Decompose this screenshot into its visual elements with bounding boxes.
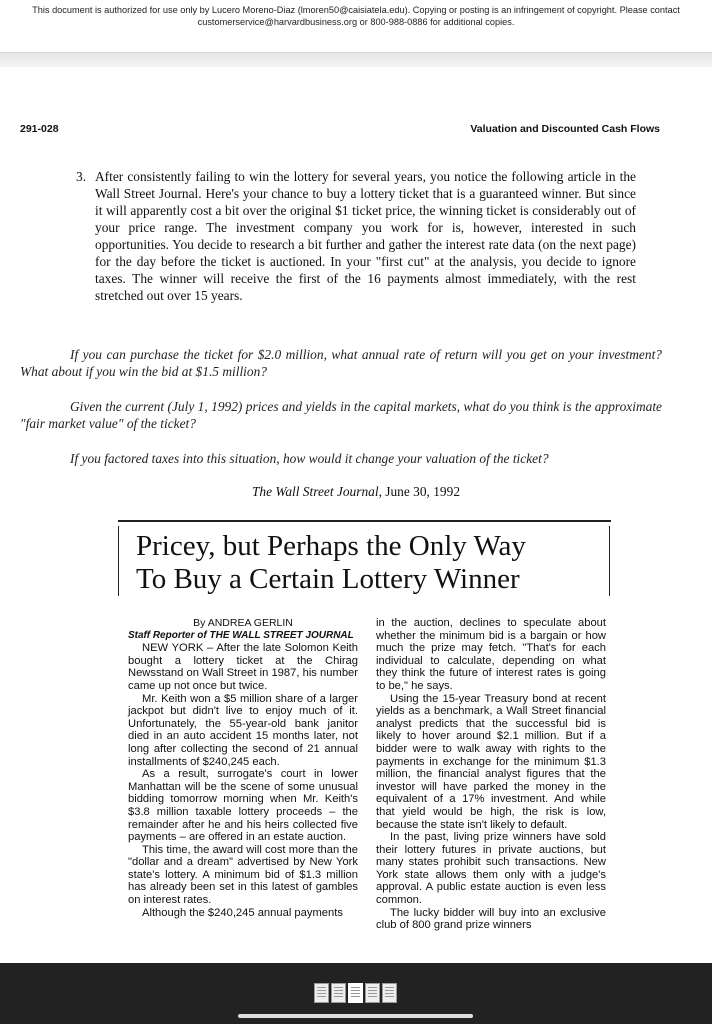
publication-name: The Wall Street Journal bbox=[251, 484, 379, 499]
page-thumbnail[interactable] bbox=[314, 983, 329, 1003]
paragraph: Using the 15-year Treasury bond at recent yields as a benchmark, a Wall Street financial analyst predicts that the successful bid is likely to hover around $2.1 million. But if a bidder were to walk away with rights to the payments in exchange for the minimum $1.3 million, the financial analyst figures that the investor will have parked the money in the equivalent of a 17% investment. And while that yield would be high, the risk is low, because the state isn't likely to default. bbox=[376, 692, 606, 831]
paragraph: Mr. Keith won a $5 million share of a larger jackpot but didn't live to enjoy much of it. Unfortunately, the 55-year-old bank janitor died in an auto accident 15 months later, not long after collecting the second of 21 annual installments of $240,245 each. bbox=[128, 692, 358, 768]
question-taxes: If you factored taxes into this situation, how would it change your valuation of the ticket? bbox=[70, 451, 549, 466]
paragraph: As a result, surrogate's court in lower Manhattan will be the scene of some unusual bidding tomorrow morning when Mr. Keith's $3.8 million taxable lottery proceeds – the remainder after he and his heirs collected five payments – are offered in an estate auction. bbox=[128, 768, 358, 844]
source-citation bbox=[0, 484, 712, 500]
publication-date: , June 30, 1992 bbox=[378, 484, 461, 499]
article-column-1 bbox=[128, 617, 358, 919]
question-3 bbox=[76, 168, 636, 304]
copyright-notice-line-1: This document is authorized for use only by Lucero Moreno-Diaz (lmoren50@caisiatela.edu). Copying or posting is an infringement of copyright. Please contact bbox=[32, 5, 680, 15]
paragraph: in the auction, declines to speculate about whether the minimum bid is a bargain or how much the prize may fetch. "That's for each individual to calculate, depending on what they think the future of interest rates is going to be," he says. bbox=[376, 617, 606, 692]
headline-line-2: To Buy a Certain Lottery Winner bbox=[136, 563, 520, 595]
section-title: Valuation and Discounted Cash Flows bbox=[470, 123, 660, 135]
viewer-toolbar bbox=[0, 52, 712, 67]
question-rate-of-return: If you can purchase the ticket for $2.0 million, what annual rate of return will you get on your investment? What about if you win the bid at $1.5 million? bbox=[20, 347, 662, 379]
paragraph: The lucky bidder will buy into an exclusive club of 800 grand prize winners bbox=[376, 906, 606, 932]
question-3-text: After consistently failing to win the lottery for several years, you notice the following article in the Wall Street Journal. Here's your chance to buy a lottery ticket that is a guaranteed winner. But since it will apparently cost a bit over the original $1 ticket price, the winning ticket is considerably out of your price range. The investment company you work for is, however, interested in such opportunities. You decide to research a bit further and gather the interest rate data (on the next page) for the day before the ticket is auctioned. In your "first cut" at the analysis, you decide to ignore taxes. The winner will receive the first of the 16 payments almost immediately, with the rest stretched out over 15 years. bbox=[95, 169, 636, 303]
page-thumbnail[interactable] bbox=[365, 983, 380, 1003]
article-column-2 bbox=[376, 617, 606, 932]
staff-line: Staff Reporter of THE WALL STREET JOURNAL bbox=[128, 629, 354, 641]
page-thumbnail-current[interactable] bbox=[348, 983, 363, 1003]
paragraph: NEW YORK – After the late Solomon Keith bought a lottery ticket at the Chirag Newsstand on Wall Street in 1987, his number came up not once but twice. bbox=[128, 642, 358, 692]
headline-line-1: Pricey, but Perhaps the Only Way bbox=[136, 530, 526, 562]
page-thumbnails bbox=[314, 983, 397, 1003]
byline: By ANDREA GERLIN bbox=[193, 617, 293, 629]
question-fair-market-value: Given the current (July 1, 1992) prices and yields in the capital markets, what do you think is the approximate "fair market value" of the ticket? bbox=[20, 399, 662, 431]
page-thumbnail[interactable] bbox=[382, 983, 397, 1003]
question-number: 3. bbox=[76, 169, 87, 184]
copyright-notice bbox=[0, 4, 712, 28]
case-number: 291-028 bbox=[20, 123, 59, 135]
paragraph: In the past, living prize winners have sold their lottery futures in private auctions, but many states prohibit such transactions. New York state allows them only with a judge's approval. A public estate auction is even less common. bbox=[376, 831, 606, 907]
clipping-left-rule bbox=[118, 526, 119, 596]
page-thumbnail[interactable] bbox=[331, 983, 346, 1003]
paragraph: This time, the award will cost more than the "dollar and a dream" advertised by New York state's lottery. A minimum bid of $1.3 million has already been set in this latest of gambles on interest rates. bbox=[128, 843, 358, 907]
newspaper-clipping bbox=[118, 520, 611, 963]
clipping-right-rule bbox=[609, 526, 610, 596]
copyright-notice-line-2: customerservice@harvardbusiness.org or 800-988-0886 for additional copies. bbox=[197, 17, 515, 27]
home-indicator[interactable] bbox=[238, 1014, 473, 1018]
paragraph: Although the $240,245 annual payments bbox=[142, 906, 343, 919]
article-headline bbox=[136, 530, 606, 596]
clipping-rule bbox=[118, 520, 611, 522]
